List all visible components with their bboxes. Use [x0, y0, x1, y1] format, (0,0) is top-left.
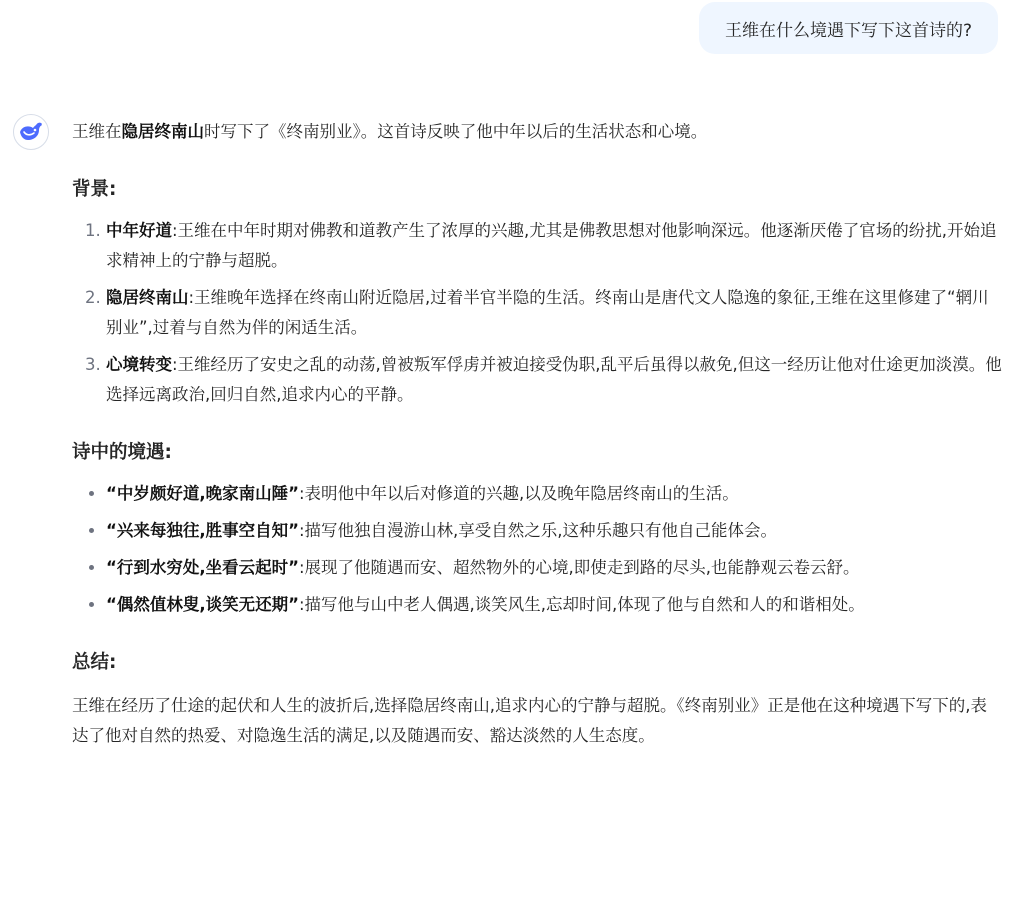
item-term: 隐居终南山: [106, 288, 189, 307]
item-term: 中年好道: [106, 221, 172, 240]
list-item: [106, 283, 1002, 343]
poem-quote: “行到水穷处,坐看云起时”: [106, 558, 299, 577]
summary-heading: 总结:: [72, 652, 117, 673]
user-message-bubble: [699, 2, 998, 54]
intro-highlight: 隐居终南山: [121, 122, 204, 141]
background-list: [72, 216, 1002, 410]
list-item: [106, 553, 1002, 583]
item-text: :展现了他随遇而安、超然物外的心境,即使走到路的尽头,也能静观云卷云舒。: [298, 558, 860, 577]
item-text: :描写他与山中老人偶遇,谈笑风生,忘却时间,体现了他与自然和人的和谐相处。: [298, 595, 865, 614]
summary-text: 王维在经历了仕途的起伏和人生的波折后,选择隐居终南山,追求内心的宁静与超脱。《终南别业》正是他在这种境遇下写下的,表达了他对自然的热爱、对隐逸生活的满足,以及随遇而安、豁达淡然的人生态度。: [72, 696, 987, 745]
list-item: [106, 216, 1002, 276]
background-heading: 背景:: [72, 179, 117, 200]
poem-heading: 诗中的境遇:: [72, 442, 172, 463]
item-text: :王维在中年时期对佛教和道教产生了浓厚的兴趣,尤其是佛教思想对他影响深远。他逐渐厌倦了官场的纷扰,开始追求精神上的宁静与超脱。: [106, 221, 997, 270]
intro-suffix: 时写下了《终南别业》。这首诗反映了他中年以后的生活状态和心境。: [204, 122, 708, 141]
assistant-avatar: [13, 114, 49, 150]
list-item: [106, 479, 1002, 509]
list-item: [106, 516, 1002, 546]
item-term: 心境转变: [106, 355, 172, 374]
item-text: :表明他中年以后对修道的兴趣,以及晚年隐居终南山的生活。: [298, 484, 739, 503]
answer-intro: [72, 117, 1002, 147]
poem-quote: “兴来每独往,胜事空自知”: [106, 521, 299, 540]
whale-logo-icon: [18, 122, 44, 142]
user-message-text: 王维在什么境遇下写下这首诗的?: [724, 20, 972, 41]
item-text: :王维经历了安史之乱的动荡,曾被叛军俘虏并被迫接受伪职,乱平后虽得以赦免,但这一经历让他对仕途更加淡漠。他选择远离政治,回归自然,追求内心的平静。: [106, 355, 1002, 404]
poem-list: [72, 479, 1002, 620]
item-text: :描写他独自漫游山林,享受自然之乐,这种乐趣只有他自己能体会。: [298, 521, 778, 540]
list-item: [106, 350, 1002, 410]
intro-prefix: 王维在: [72, 122, 122, 141]
item-text: :王维晚年选择在终南山附近隐居,过着半官半隐的生活。终南山是唐代文人隐逸的象征,王维在这里修建了“辋川别业”,过着与自然为伴的闲适生活。: [106, 288, 989, 337]
poem-quote: “中岁颇好道,晚家南山陲”: [106, 484, 299, 503]
poem-quote: “偶然值林叟,谈笑无还期”: [106, 595, 299, 614]
list-item: [106, 590, 1002, 620]
assistant-answer: [72, 117, 1002, 751]
